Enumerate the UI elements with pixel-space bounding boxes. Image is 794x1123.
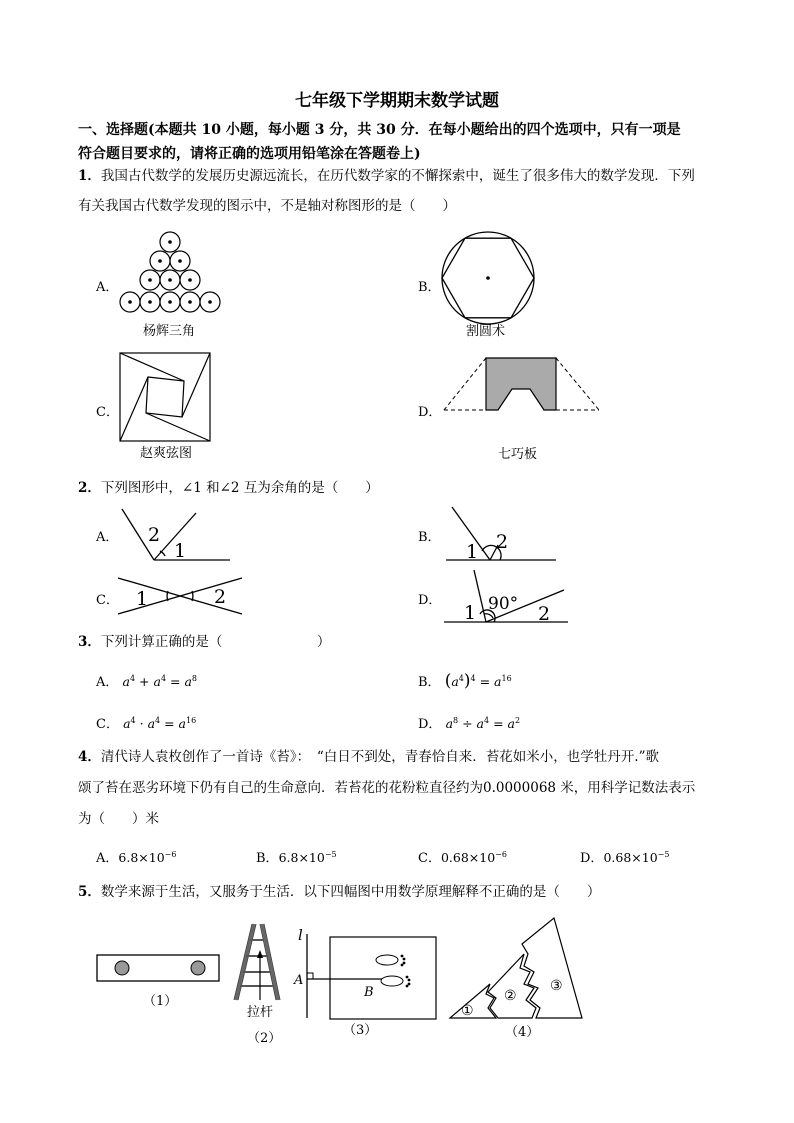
question-4-line2: 颂了苔在恶劣环境下仍有自己的生命意向．若苔花的花粉粒直径约为0.0000068 米，用科学记数法表示 (78, 780, 696, 796)
q2-option-a-label[interactable]: A． (96, 530, 119, 545)
line-l-label: l (298, 926, 303, 944)
exponent: 4 (484, 715, 490, 725)
term: a (507, 716, 515, 731)
angle-figure-a (118, 505, 238, 565)
circle-hexagon-figure (438, 230, 538, 330)
q4-option-a-label: A． (96, 851, 119, 866)
q2-option-c-label[interactable]: C． (96, 593, 119, 608)
ladder-rod-label: 拉杆 (247, 1005, 274, 1020)
q5-caption-4: （4） (505, 1025, 540, 1040)
question-2-number: 2． (78, 480, 101, 496)
angle-figure-b (444, 505, 564, 565)
exponent: −6 (164, 849, 177, 859)
section-heading-line1: 一、选择题(本题共 10 小题，每小题 3 分，共 30 分．在每小题给出的四个选项中，只有一项是 (78, 122, 681, 138)
question-3-text: 下列计算正确的是（ ） (100, 634, 331, 650)
question-4-line1: 清代诗人袁枚创作了一首诗《苔》： “白日不到处，青春恰自来．苔花如米小，也学牡丹开.”歌 (100, 749, 659, 765)
q3-option-b-label: B． (418, 675, 441, 690)
question-2 (78, 473, 758, 503)
q2-option-d-label[interactable]: D． (418, 593, 442, 608)
q3-option-d[interactable] (418, 713, 520, 732)
angle-c-label-2: 2 (214, 586, 227, 608)
question-1-number: 1． (78, 168, 101, 184)
q3-option-c-label: C． (96, 717, 119, 732)
angle-d-label-1: 1 (464, 602, 477, 624)
question-4-number: 4． (78, 749, 101, 765)
q3-option-b[interactable] (418, 671, 512, 691)
q4-option-b-label: B． (256, 851, 279, 866)
equals: = (160, 716, 179, 731)
exponent: 8 (191, 673, 198, 683)
piece-2-label: ② (504, 988, 517, 1004)
term: a (153, 674, 161, 689)
term: a (451, 674, 459, 689)
q4-option-c-label: C． (418, 851, 441, 866)
term: a (476, 716, 484, 731)
question-3 (78, 627, 758, 657)
term: a (122, 674, 130, 689)
question-1-line1: 我国古代数学的发展历史源远流长，在历代数学家的不懈探索中，诞生了很多伟大的数学发现．下列 (100, 168, 695, 184)
yanghui-triangle-figure (116, 226, 226, 326)
q4-option-d-label: D． (580, 851, 604, 866)
q1-option-b-label[interactable]: B． (418, 280, 441, 295)
circle-hexagon-caption: 割圆术 (466, 324, 506, 339)
q3-option-d-label: D． (418, 717, 442, 732)
mantissa: 0.68×10 (440, 850, 496, 865)
exponent: 4 (160, 673, 167, 683)
angle-figure-c (116, 572, 246, 622)
equals: = (475, 674, 495, 689)
exponent: −5 (657, 849, 670, 859)
page-title: 七年级下学期期末数学试题 (295, 91, 499, 111)
operator: ÷ (458, 716, 477, 731)
question-5-number: 5． (78, 884, 101, 900)
exponent: 4 (130, 715, 136, 725)
q4-option-a[interactable] (96, 847, 176, 866)
point-b-label: B (364, 985, 374, 1000)
mantissa: 0.68×10 (603, 850, 658, 865)
q4-option-d[interactable] (580, 847, 669, 866)
exponent: 8 (453, 715, 459, 725)
exponent: 16 (501, 673, 512, 683)
paren-close: ) (463, 671, 471, 691)
term: a (147, 716, 156, 731)
question-4 (78, 742, 758, 835)
angle-figure-d (442, 568, 572, 628)
tangram-caption: 七巧板 (498, 447, 538, 462)
q2-option-b-label[interactable]: B． (418, 530, 441, 545)
term: a (178, 716, 186, 731)
mantissa: 6.8×10 (118, 850, 165, 865)
yanghui-triangle-caption: 杨辉三角 (143, 324, 196, 339)
torn-triangle-figure (446, 914, 586, 1024)
level-bar-figure (96, 954, 220, 984)
exponent: 4 (470, 673, 476, 683)
paren-open: ( (444, 671, 452, 691)
mantissa: 6.8×10 (278, 850, 325, 865)
angle-d-label-90: 90° (488, 594, 519, 614)
angle-a-label-2: 2 (148, 524, 161, 546)
q4-option-c[interactable] (418, 847, 507, 866)
point-a-label: A (294, 973, 304, 988)
section-heading-line2: 符合题目要求的，请将正确的选项用铅笔涂在答题卷上) (78, 146, 421, 162)
angle-d-label-2: 2 (538, 603, 551, 625)
exponent: 4 (129, 673, 136, 683)
q5-caption-2: （2） (247, 1031, 282, 1046)
q3-option-c[interactable] (96, 713, 196, 732)
exponent: 16 (185, 715, 197, 725)
term: a (494, 674, 502, 689)
q1-option-a-label[interactable]: A． (96, 280, 119, 295)
question-4-line3: 为（ ）米 (78, 811, 159, 827)
angle-a-label-1: 1 (174, 540, 187, 562)
question-2-text: 下列图形中，∠1 和∠2 互为余角的是（ ） (100, 480, 379, 496)
question-3-number: 3． (78, 634, 101, 650)
exponent: 2 (514, 715, 521, 725)
term: a (445, 716, 454, 731)
zhaoshuang-figure (119, 352, 211, 442)
exponent: 4 (458, 673, 464, 683)
angle-c-label-1: 1 (136, 588, 149, 610)
term: a (184, 674, 192, 689)
tangram-figure (442, 356, 602, 416)
section-heading (78, 118, 758, 166)
operator: + (135, 674, 154, 689)
q1-option-d-label[interactable]: D． (418, 405, 442, 420)
question-5 (78, 877, 758, 907)
equals: = (166, 674, 185, 689)
q3-option-a-label: A． (96, 675, 119, 690)
angle-b-label-2: 2 (496, 531, 509, 553)
question-1 (78, 161, 758, 221)
exponent: −5 (324, 849, 337, 859)
piece-3-label: ③ (550, 978, 563, 994)
zhaoshuang-caption: 赵爽弦图 (140, 446, 193, 461)
q5-caption-3: （3） (343, 1023, 378, 1038)
equals: = (489, 716, 508, 731)
exponent: 4 (155, 715, 161, 725)
q3-option-a[interactable] (96, 671, 197, 690)
q5-caption-1: （1） (143, 994, 178, 1009)
operator: · (135, 716, 148, 731)
angle-b-label-1: 1 (466, 541, 479, 563)
piece-1-label: ① (461, 1003, 474, 1019)
q1-option-c-label[interactable]: C． (96, 405, 119, 420)
exponent: −6 (495, 849, 507, 859)
term: a (123, 716, 131, 731)
long-jump-figure (292, 926, 442, 1026)
question-5-text: 数学来源于生活，又服务于生活．以下四幅图中用数学原理解释不正确的是（ ） (100, 884, 601, 900)
question-1-line2: 有关我国古代数学发现的图示中，不是轴对称图形的是（ ） (78, 198, 456, 214)
q4-option-b[interactable] (256, 847, 337, 866)
